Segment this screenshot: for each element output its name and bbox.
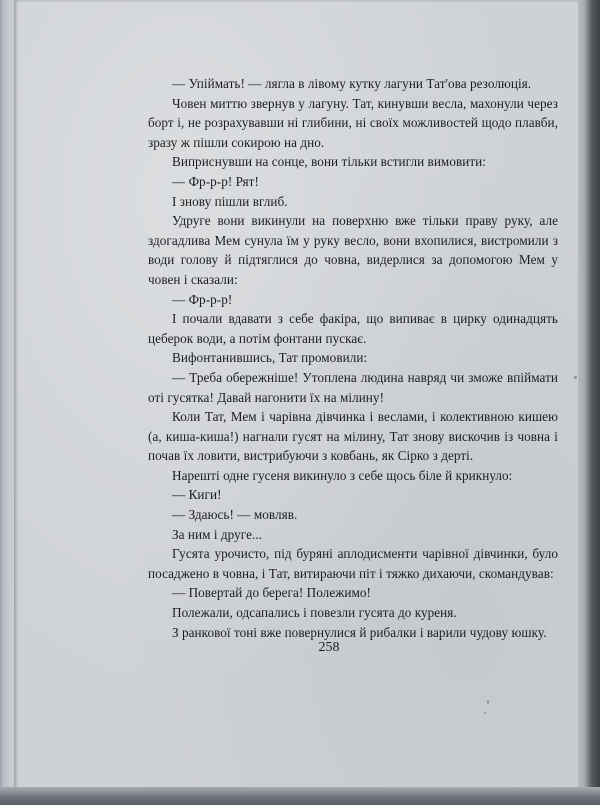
paragraph: — Упіймать! — лягла в лівому кутку лагуни Тат'ова резолюція. <box>172 76 532 91</box>
paper-speck <box>574 376 577 379</box>
paragraph: — Повертай до берега! Полежимо! <box>172 585 371 601</box>
paragraph: — Киги! <box>172 487 222 503</box>
paragraph: — Фр-р-р! <box>172 291 233 307</box>
paragraph: — Фр-р-р! Рят! <box>172 173 259 189</box>
paragraph: — Здаюсь! — мовляв. <box>172 507 298 523</box>
paragraph: З ранкової тоні вже повернулися й рибалки і варили чудову юшку. <box>172 624 547 640</box>
paper-speck <box>487 700 489 704</box>
paragraph: Вифонтанившись, Тат промовили: <box>172 350 368 366</box>
paragraph: Виприснувши на сонце, вони тільки встигли вимовити: <box>172 154 486 170</box>
body-text <box>148 74 558 642</box>
paragraph: — Треба обережніше! Утоплена людина навряд чи зможе впіймати оті гусятка! Давай нагонити їх на мілину! <box>148 369 558 405</box>
page-number: 258 <box>318 640 340 655</box>
page-bottom-edge <box>0 787 600 805</box>
paragraph: І почали вдавати з себе факіра, що випиває в цирку одинадцять цеберок води, а потім фонтани пускає. <box>148 311 558 346</box>
paragraph: За ним і друге... <box>172 526 263 542</box>
paragraph: Коли Тат, Мем і чарівна дівчинка і веслами, і колективною кишею (а, киша-киша!) нагнали гусят на мілину, Тат знову вискочив із човна і почав їх ловити, вистрибуючи з ковбань, як Сірко з дерті. <box>148 409 558 464</box>
paragraph: Гусята урочисто, під буряні аплодисменти чарівної дівчинки, було посаджено в човна, і Тат, витираючи піт і тяжко дихаючи, скомандував: <box>148 546 558 581</box>
paragraph: Човен миттю звернув у лагуну. Тат, кинувши весла, махонули через борт і, не розрахувавши ні глибини, ні своїх можливостей щодо плавби, зразу ж пішли сокирою на дно. <box>148 95 558 150</box>
paragraph: Нарешті одне гусеня викинуло з себе щось біле й крикнуло: <box>172 467 513 483</box>
paragraph: Удруге вони викинули на поверхню вже тільки праву руку, але здогадлива Мем сунула їм у руку весло, вони вхопилися, вистромили з води голову й підтяглися до човна, видерлися за допомогою Мем у човен і сказали: <box>148 213 558 287</box>
page-right-edge <box>578 0 600 805</box>
paragraph: І знову пішли вглиб. <box>172 193 288 209</box>
paragraph: Полежали, одсапались і повезли гусята до куреня. <box>172 605 457 621</box>
paper-speck <box>484 712 486 714</box>
